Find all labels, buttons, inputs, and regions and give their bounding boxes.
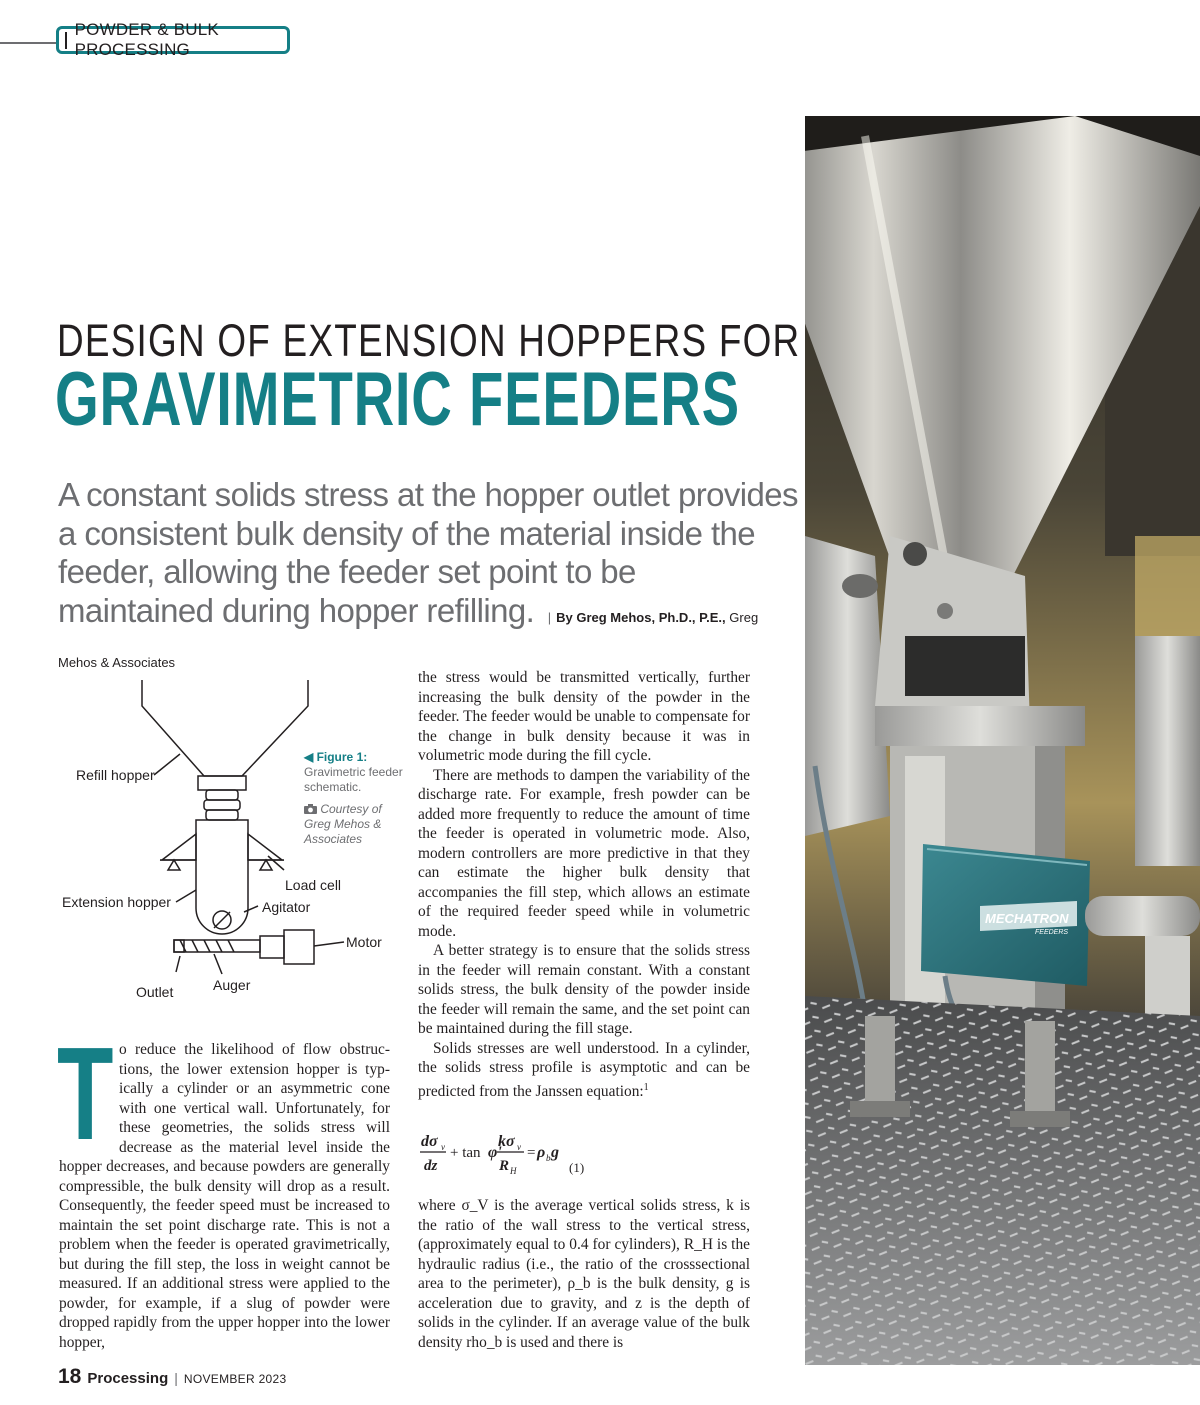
body-paragraph: where σ_V is the average vertical solids stress, k is the ratio of the wall stress to the vertical stress, (approximately equal to 0.4 for cylinders), R_H is the hydraulic radius (i.e., the ratio of the crosssectional area to the perimeter), ρ_b is the bulk density, g is acceleration due to gravity, and z is the depth of solids in the cylinder. If an average value of the bulk density rho_b is used and there is — [418, 1197, 750, 1351]
figure-label: ◀ Figure 1: — [304, 750, 368, 764]
issue-date: NOVEMBER 2023 — [183, 1372, 287, 1386]
fig-label-motor: Motor — [346, 934, 382, 950]
janssen-equation — [418, 1130, 750, 1180]
subbrand-text: FEEDERS — [1035, 929, 1069, 936]
body-column-right — [418, 668, 750, 1101]
svg-text:φ': φ' — [488, 1144, 502, 1161]
svg-text:+ tan: + tan — [450, 1145, 481, 1161]
svg-text:g: g — [551, 1144, 559, 1161]
headline-line-1: DESIGN OF EXTENSION HOPPERS FOR — [57, 315, 801, 366]
dropcap: T — [57, 1020, 114, 1167]
svg-text:v: v — [517, 1142, 521, 1152]
magazine-name: Processing — [87, 1370, 169, 1387]
page-number: 18 — [58, 1365, 82, 1388]
fig-label-refill-hopper: Refill hopper — [76, 767, 155, 783]
body-paragraph-text: Solids stresses are well understood. In a cylinder, the solids stress profile is asymptotic and can be predicted from the Janssen equation: — [418, 1039, 750, 1100]
deck-text: A constant solids stress at the hopper outlet provides a consistent bulk density of the material inside the feeder, allowing the feeder set point to be maintained during hopper refilling. — [58, 476, 798, 629]
figure-credit — [304, 802, 404, 847]
body-paragraph: o reduce the likelihood of flow obstructions, the lower extension hopper is typically a cylinder or an asymmetric cone with one vertical wall. Unfortunately, for these geometries, the solids stress will decrease as the material level inside the hopper decreases, and because powders are generally compressible, the bulk density will drop as a result. Consequently, the feeder speed must be increased to maintain the set point discharge rate. This is not a problem when the feeder is operated gravimetrically, but during the fill step, the loss in weight cannot be measured. If an additional stress were applied to the powder, for example, if a slug of powder were dropped rapidly from the upper hopper into the lower hopper, — [59, 1041, 390, 1351]
footnote-ref: 1 — [643, 1081, 649, 1093]
fig-label-auger: Auger — [213, 977, 251, 993]
byline: | By Greg Mehos, Ph.D., P.E., Greg Mehos & Associates — [58, 609, 759, 670]
footer-separator: | — [174, 1370, 178, 1386]
fig-label-load-cell: Load cell — [285, 877, 342, 893]
section-rule — [0, 42, 58, 44]
svg-text:ρ: ρ — [537, 1144, 546, 1161]
figure-caption — [304, 750, 404, 847]
fig-label-outlet: Outlet — [136, 984, 174, 1000]
svg-text:v: v — [441, 1142, 445, 1152]
body-column-left — [57, 1020, 390, 1352]
fig-label-extension-hopper: Extension hopper — [62, 894, 171, 910]
camera-icon — [304, 804, 317, 814]
byline-author: By Greg Mehos, Ph.D., P.E., — [556, 609, 726, 625]
brand-text: MECHATRON — [985, 911, 1069, 926]
byline-affiliation: Greg Mehos & Associates — [58, 609, 759, 670]
svg-text:dσ: dσ — [421, 1133, 438, 1150]
svg-text:H: H — [510, 1166, 517, 1176]
svg-text:=: = — [527, 1145, 536, 1161]
body-paragraph: A better strategy is to ensure that the solids stress in the feeder will remain constant. With a constant solids stress, the bulk density of the powder inside the feeder will remain the same, and the set point can be maintained during the fill stage. — [418, 942, 750, 1037]
body-column-right-continued — [418, 1196, 750, 1352]
deck — [58, 476, 798, 683]
section-tag-bar — [65, 32, 67, 49]
fig-label-agitator: Agitator — [262, 899, 311, 915]
section-label: POWDER & BULK PROCESSING — [74, 20, 219, 59]
body-paragraph — [418, 1039, 750, 1102]
feeder-photo — [805, 116, 1200, 1365]
headline-line-2: GRAVIMETRIC FEEDERS — [55, 357, 740, 442]
figure-caption-text: Gravimetric feeder schematic. — [304, 765, 403, 794]
section-tag — [56, 20, 290, 59]
body-paragraph: the stress would be transmitted vertically, further increasing the bulk density of the powder in the feeder. The feeder would be unable to compensate for the change in bulk density because it was in volumetric mode during the fill cycle. — [418, 669, 750, 764]
page-footer — [58, 1365, 286, 1395]
svg-text:b: b — [546, 1153, 551, 1163]
body-paragraph: There are methods to dampen the variability of the discharge rate. For example, fresh powder can be added more frequently to reduce the amount of time the feeder is operated in volumetric mode. Also, modern controllers are more predictive in that they can estimate the higher bulk density that accompanies the fill step, which allows an estimate of the required feeder speed while in volumetric mode. — [418, 766, 750, 940]
svg-text:kσ: kσ — [498, 1133, 515, 1150]
figure-credit-text: Courtesy of Greg Mehos & Associates — [304, 802, 382, 846]
equation-number: (1) — [569, 1160, 585, 1175]
svg-text:dz: dz — [424, 1158, 438, 1174]
svg-text:R: R — [499, 1158, 510, 1174]
